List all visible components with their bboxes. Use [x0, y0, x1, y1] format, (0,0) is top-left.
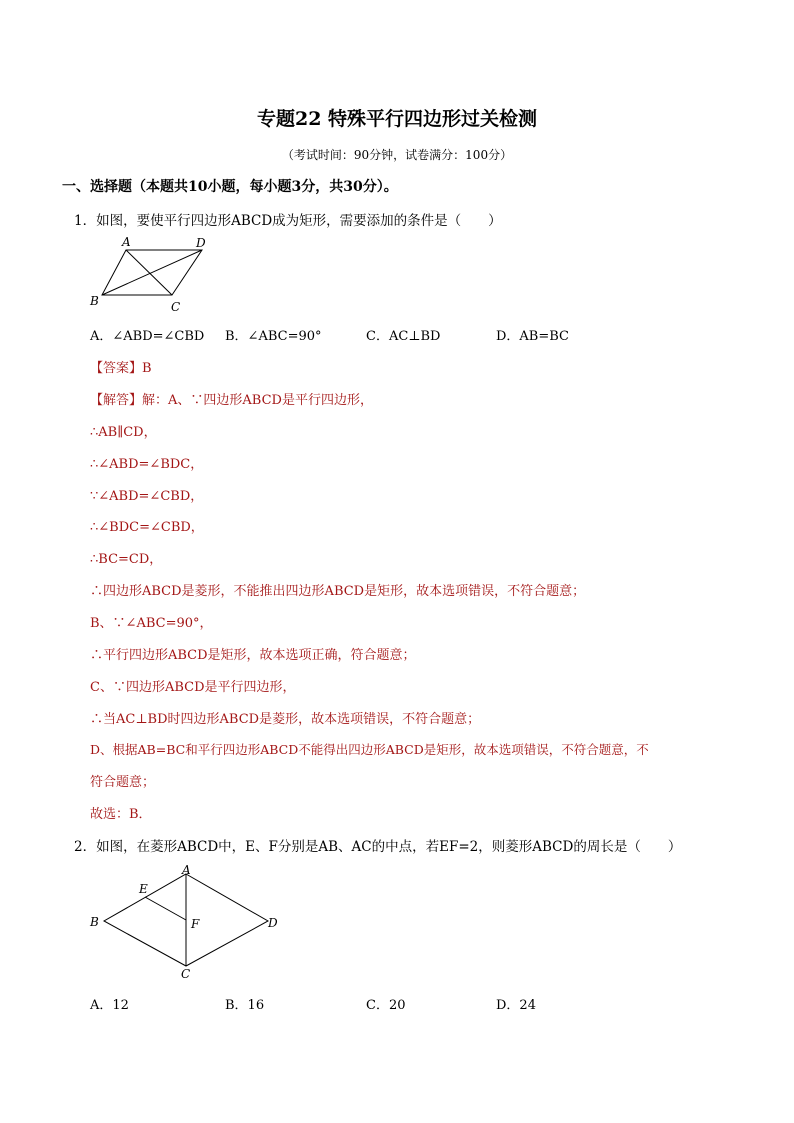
solution-line: ∴BC=CD，	[90, 552, 163, 567]
option-a: A．12	[90, 998, 129, 1013]
solution-line: C、∵四边形ABCD是平行四边形，	[90, 680, 296, 695]
label-a: A	[122, 235, 131, 249]
question-number: 2．	[74, 839, 97, 855]
label-a: A	[182, 863, 191, 877]
option-c: C．20	[366, 998, 406, 1013]
answer-tag: 【答案】	[90, 361, 143, 376]
label-b: B	[90, 915, 99, 929]
label-c: C	[181, 967, 191, 981]
solution-line: D、根据AB=BC和平行四边形ABCD不能得出四边形ABCD是矩形，故本选项错误，不符合题意，不	[90, 742, 649, 757]
label-c: C	[171, 300, 181, 314]
solution-line: ∵∠ABD=∠CBD，	[90, 489, 204, 504]
option-c: C．AC⊥BD	[366, 329, 441, 344]
solution-line: ∴当AC⊥BD时四边形ABCD是菱形，故本选项错误，不符合题意；	[90, 712, 481, 727]
label-f: F	[191, 917, 200, 931]
solution-line: B、∵∠ABC=90°，	[90, 616, 213, 631]
exam-info: （考试时间：90分钟，试卷满分：100分）	[281, 148, 513, 162]
label-b: B	[90, 294, 99, 308]
label-d: D	[196, 236, 206, 250]
solution-tag: 【解答】	[90, 393, 143, 408]
solution-line: 符合题意；	[90, 775, 156, 790]
option-b: B．∠ABC=90°	[225, 329, 322, 344]
solution-line: ∴AB∥CD，	[90, 425, 157, 440]
parallelogram-figure	[86, 233, 216, 315]
option-b: B．16	[225, 998, 265, 1013]
label-e: E	[139, 882, 148, 896]
solution-text: 解：A、∵四边形ABCD是平行四边形，	[142, 393, 373, 408]
solution-line: ∴四边形ABCD是菱形，不能推出四边形ABCD是矩形，故本选项错误，不符合题意；	[90, 584, 586, 599]
question-stem: 如图，要使平行四边形ABCD成为矩形，需要添加的条件是（ ）	[96, 213, 502, 229]
answer-line	[90, 357, 152, 376]
option-d: D．AB=BC	[496, 329, 569, 344]
question-2	[74, 835, 681, 855]
solution-line: ∴平行四边形ABCD是矩形，故本选项正确，符合题意；	[90, 648, 416, 663]
option-a: A．∠ABD=∠CBD	[90, 329, 205, 344]
solution-line	[90, 389, 373, 408]
answer-value: B	[142, 361, 152, 376]
question-1	[74, 209, 502, 229]
solution-line: ∴∠BDC=∠CBD，	[90, 520, 204, 535]
rhombus-figure	[86, 860, 286, 982]
solution-line: 故选：B．	[90, 807, 152, 822]
question-number: 1．	[74, 213, 97, 229]
page-title: 专题22 特殊平行四边形过关检测	[256, 108, 538, 130]
question-stem: 如图，在菱形ABCD中，E、F分别是AB、AC的中点，若EF=2，则菱形ABCD的周长是（ ）	[96, 839, 682, 855]
diagonal-ac	[126, 250, 172, 295]
solution-line: ∴∠ABD=∠BDC，	[90, 457, 204, 472]
label-d: D	[268, 916, 278, 930]
segment-ef	[145, 897, 186, 920]
section-heading: 一、选择题（本题共10小题，每小题3分，共30分）。	[62, 179, 398, 195]
option-d: D．24	[496, 998, 536, 1013]
